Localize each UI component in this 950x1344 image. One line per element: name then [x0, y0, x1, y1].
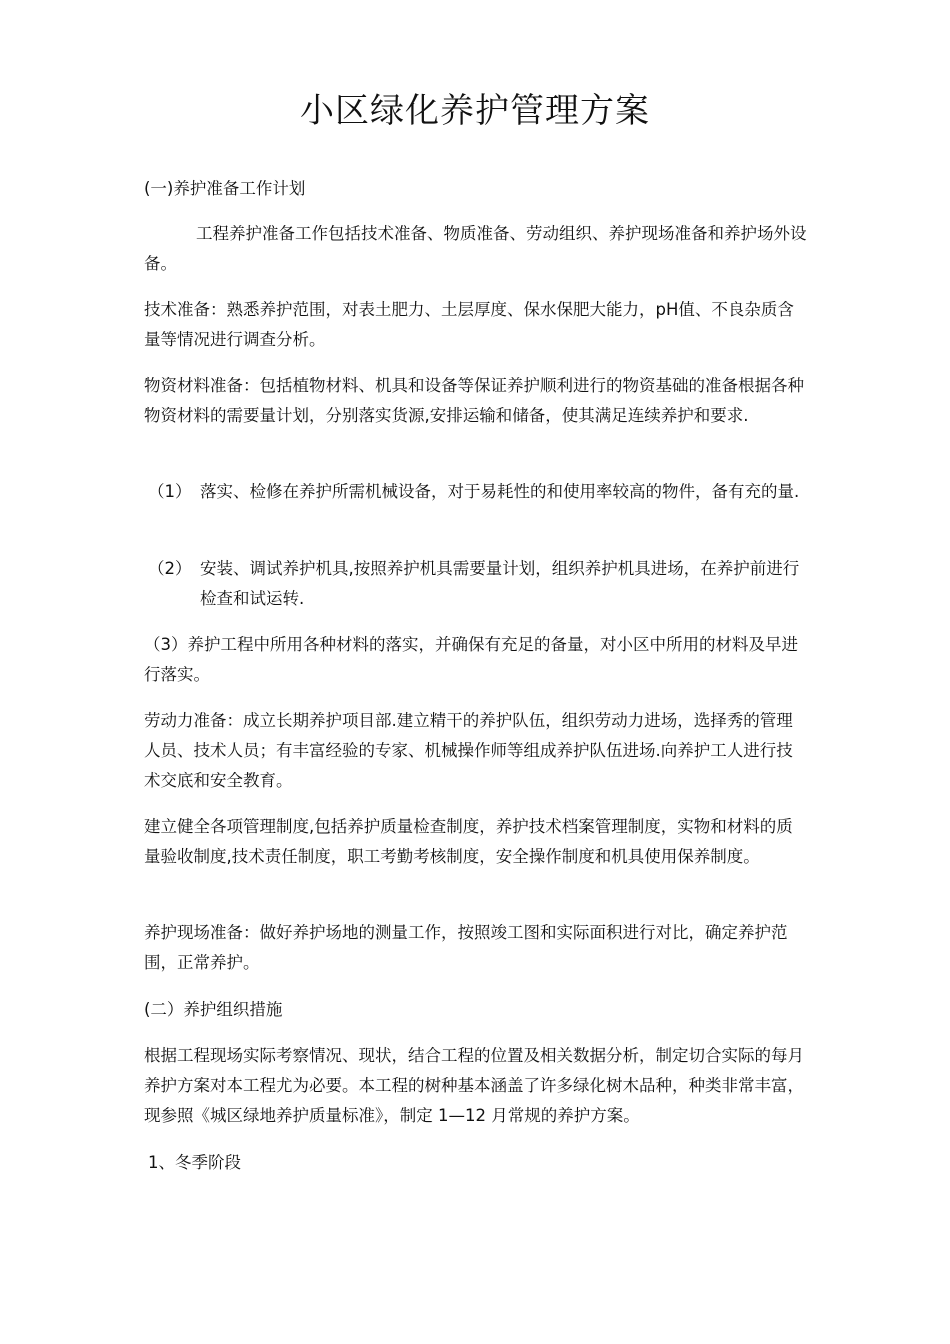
- paragraph-labor-preparation: 劳动力准备：成立长期养护项目部.建立精干的养护队伍，组织劳动力进场，选择秀的管理人员、技术人员；有丰富经验的专家、机械操作师等组成养护队伍进场.向养护工人进行技术交底和安全教育。: [144, 711, 793, 790]
- paragraph-organization-measures: 根据工程现场实际考察情况、现状，结合工程的位置及相关数据分析，制定切合实际的每月养护方案对本工程尤为必要。本工程的树种基本涵盖了许多绿化树木品种，种类非常丰富，现参照《城区绿地养护质量标准》，制定 1—12 月常规的养护方案。: [144, 1046, 804, 1125]
- paragraph-technical-preparation: 技术准备：熟悉养护范围，对表土肥力、土层厚度、保水保肥大能力，pH值、不良杂质含量等情况进行调查分析。: [144, 300, 794, 349]
- section-heading-organization: (二）养护组织措施: [144, 1000, 283, 1019]
- paragraph-material-preparation: 物资材料准备：包括植物材料、机具和设备等保证养护顺利进行的物资基础的准备根据各种物资材料的需要量计划，分别落实货源,安排运输和储备，使其满足连续养护和要求.: [144, 376, 804, 425]
- document-title: 小区绿化养护管理方案: [300, 91, 650, 131]
- numbered-item-2: [144, 554, 809, 614]
- item-number: （2）: [148, 559, 192, 578]
- item-text: 落实、检修在养护所需机械设备，对于易耗性的和使用率较高的物件，备有充的量.: [200, 482, 800, 501]
- item-number: （1）: [148, 482, 192, 501]
- numbered-item-3: （3）养护工程中所用各种材料的落实，并确保有充足的备量，对小区中所用的材料及早进行落实。: [144, 635, 798, 684]
- numbered-item-1: [144, 477, 809, 507]
- section-heading-winter: 1、冬季阶段: [148, 1153, 241, 1172]
- item-text: 安装、调试养护机具,按照养护机具需要量计划，组织养护机具进场，在养护前进行检查和试运转.: [200, 559, 800, 608]
- paragraph-management-system: 建立健全各项管理制度,包括养护质量检查制度，养护技术档案管理制度，实物和材料的质量验收制度,技术责任制度，职工考勤考核制度，安全操作制度和机具使用保养制度。: [144, 817, 793, 866]
- section-heading-preparation: (一)养护准备工作计划: [144, 179, 306, 198]
- paragraph-site-preparation: 养护现场准备：做好养护场地的测量工作，按照竣工图和实际面积进行对比，确定养护范围，正常养护。: [144, 923, 788, 972]
- paragraph-intro: 工程养护准备工作包括技术准备、物质准备、劳动组织、养护现场准备和养护场外设备。: [144, 224, 807, 273]
